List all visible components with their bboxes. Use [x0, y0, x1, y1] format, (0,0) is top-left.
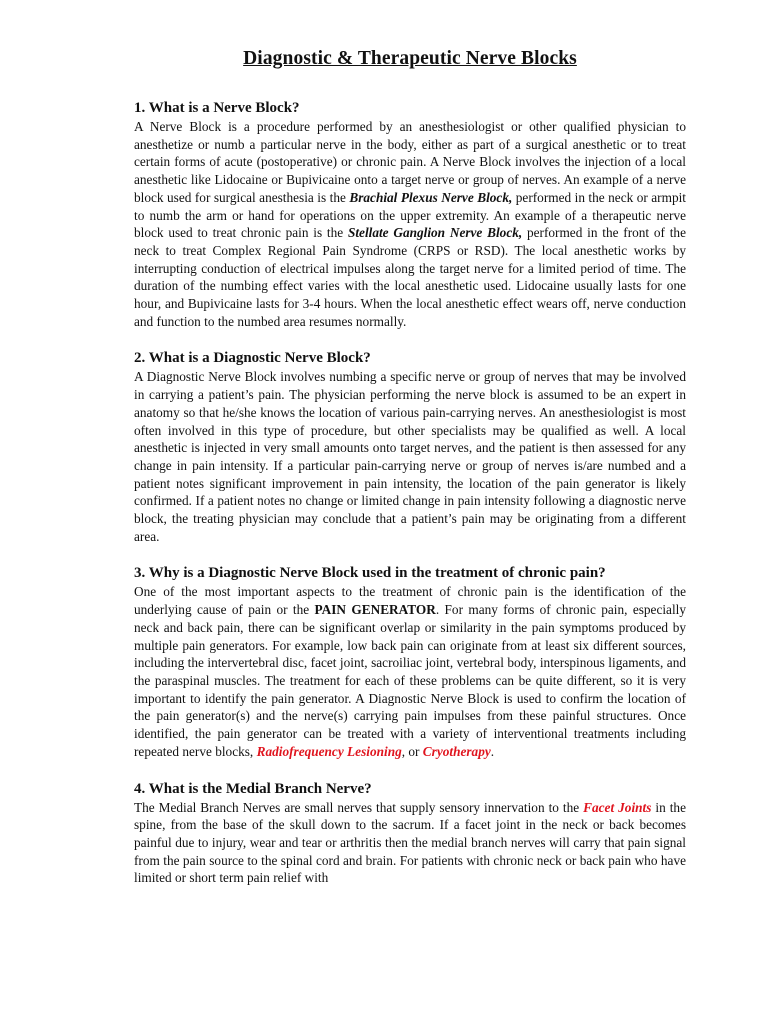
section-4 — [134, 779, 686, 888]
section-heading: 2. What is a Diagnostic Nerve Block? — [134, 350, 371, 367]
section-heading: 4. What is the Medial Branch Nerve? — [134, 780, 372, 797]
link-text[interactable]: Cryotherapy — [422, 743, 491, 759]
document-page — [134, 44, 686, 887]
section-heading: 3. Why is a Diagnostic Nerve Block used in the treatment of chronic pain? — [134, 565, 606, 582]
link-text[interactable]: Facet Joints — [583, 799, 652, 815]
emphasis-text: Stellate Ganglion Nerve Block, — [347, 225, 523, 241]
section-paragraph: One of the most important aspects to the treatment of chronic pain is the identification of the underlying cause of pain or the PAIN GENERATOR. For many forms of chronic pain, especially neck and back pain, there can be significant overlap or similarity in the pain symptoms produced by multiple pain generators. For example, low back pain can originate from at least six different sources, including the intervertebral disc, facet joint, sacroiliac joint, vertebral body, interspinous ligaments, and the paraspinal muscles. The treatment for each of these problems can be quite different, so it is very important to identify the pain generator. A Diagnostic Nerve Block is used to confirm the location of the pain generator(s) and the nerve(s) carrying pain impulses from these painful structures. Once identified, the pain generator can be treated with a variety of interventional treatments including repeated nerve blocks, Radiofrequency Lesioning, or Cryotherapy. — [134, 584, 686, 759]
section-heading: 1. What is a Nerve Block? — [134, 100, 300, 116]
section-paragraph: The Medial Branch Nerves are small nerves that supply sensory innervation to the Facet Joints in the spine, from the base of the skull down to the sacrum. If a facet joint in the neck or back becomes painful due to injury, wear and tear or arthritis then the medial branch nerves will carry that pain signal from the pain source to the spinal cord and brain. For patients with chronic neck or back pain who have limited or short term pain relief with — [134, 799, 686, 886]
section-paragraph: A Diagnostic Nerve Block involves numbing a specific nerve or group of nerves that may be involved in carrying a patient’s pain. The physician performing the nerve block is assumed to be an expert in anatomy so that he/she knows the location of various pain-carrying nerves. An anesthesiologist is most often involved in this type of procedure, but other specialists may be qualified as well. A local anesthetic is injected in very small amounts onto target nerves, and the patient is then assessed for any change in pain intensity. If a particular pain-carrying nerve or group of nerves is/are numbed and a patient notes significant improvement in pain intensity, the location of the pain generator is likely confirmed. If a patient notes no change or limited change in pain intensity following a diagnostic nerve block, the treating physician may conclude that a patient’s pain may be originating from a different area. — [134, 369, 686, 544]
section-1 — [134, 98, 686, 330]
emphasis-text: PAIN GENERATOR — [314, 602, 436, 618]
section-paragraph: A Nerve Block is a procedure performed by an anesthesiologist or other qualified physician to anesthetize or numb a particular nerve in the body, either as part of a surgical anesthetic or to treat certain forms of acute (postoperative) or chronic pain. A Nerve Block involves the injection of a local anesthetic like Lidocaine or Bupivicaine onto a target nerve or group of nerves. An example of a nerve block used for surgical anesthesia is the Brachial Plexus Nerve Block, performed in the neck or armpit to numb the arm or hand for operations on the upper extremity. An example of a therapeutic nerve block used to treat chronic pain is the Stellate Ganglion Nerve Block, performed in the front of the neck to treat Complex Regional Pain Syndrome (CRPS or RSD). The local anesthetic works by interrupting conduction of electrical impulses along the target nerve for a limited period of time. The duration of the numbing effect varies with the local anesthetic used. Lidocaine usually lasts for one hour, and Bupivicaine lasts for 3-4 hours. When the local anesthetic effect wears off, nerve conduction and function to the numbed area resumes normally. — [134, 119, 686, 329]
emphasis-text: Brachial Plexus Nerve Block, — [349, 189, 513, 205]
link-text[interactable]: Radiofrequency Lesioning — [256, 743, 402, 759]
document-title: Diagnostic & Therapeutic Nerve Blocks — [243, 48, 577, 69]
section-2 — [134, 348, 686, 545]
section-3 — [134, 563, 686, 760]
